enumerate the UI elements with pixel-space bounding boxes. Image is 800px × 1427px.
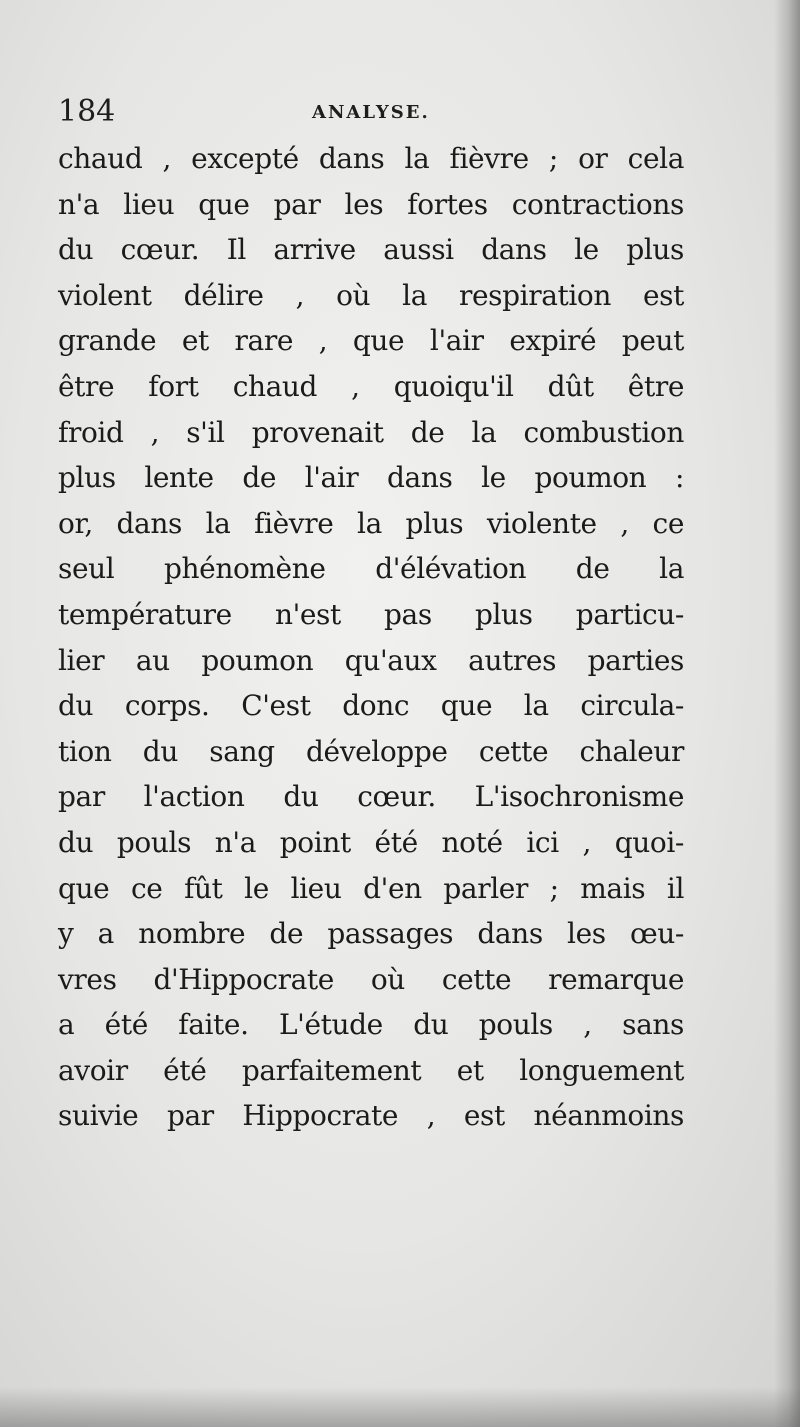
text-line: froid , s'il provenait de la combustion [58, 415, 684, 449]
running-head: ANALYSE. [312, 102, 430, 123]
page-number: 184 [58, 94, 116, 129]
text-line: plus lente de l'air dans le poumon : [58, 461, 684, 495]
text-line: du corps. C'est donc que la circula- [58, 689, 684, 723]
text-line: n'a lieu que par les fortes contractions [58, 187, 684, 221]
page-edge-shadow [774, 0, 800, 1427]
text-line: or, dans la fièvre la plus violente , ce [58, 506, 684, 540]
text-line: vres d'Hippocrate où cette remarque [58, 962, 684, 996]
text-line: du cœur. Il arrive aussi dans le plus [58, 233, 684, 267]
text-line: a été faite. L'étude du pouls , sans [58, 1008, 684, 1042]
text-line: lier au poumon qu'aux autres parties [58, 643, 684, 677]
text-line: que ce fût le lieu d'en parler ; mais il [58, 871, 684, 905]
text-line: suivie par Hippocrate , est néanmoins [58, 1099, 684, 1133]
text-line: tion du sang développe cette chaleur [58, 734, 684, 768]
text-line: seul phénomène d'élévation de la [58, 552, 684, 586]
page-header [58, 92, 678, 132]
page-bottom-shadow [0, 1387, 800, 1427]
text-line: grande et rare , que l'air expiré peut [58, 324, 684, 358]
body-text [58, 136, 684, 1139]
text-line: température n'est pas plus particu- [58, 597, 684, 631]
text-line: du pouls n'a point été noté ici , quoi- [58, 825, 684, 859]
text-line: chaud , excepté dans la fièvre ; or cela [58, 142, 684, 175]
text-line: y a nombre de passages dans les œu- [58, 917, 684, 951]
text-line: être fort chaud , quoiqu'il dût être [58, 369, 684, 403]
text-line: avoir été parfaitement et longuement [58, 1053, 684, 1087]
text-line: violent délire , où la respiration est [58, 278, 684, 312]
text-line: par l'action du cœur. L'isochronisme [58, 780, 684, 814]
